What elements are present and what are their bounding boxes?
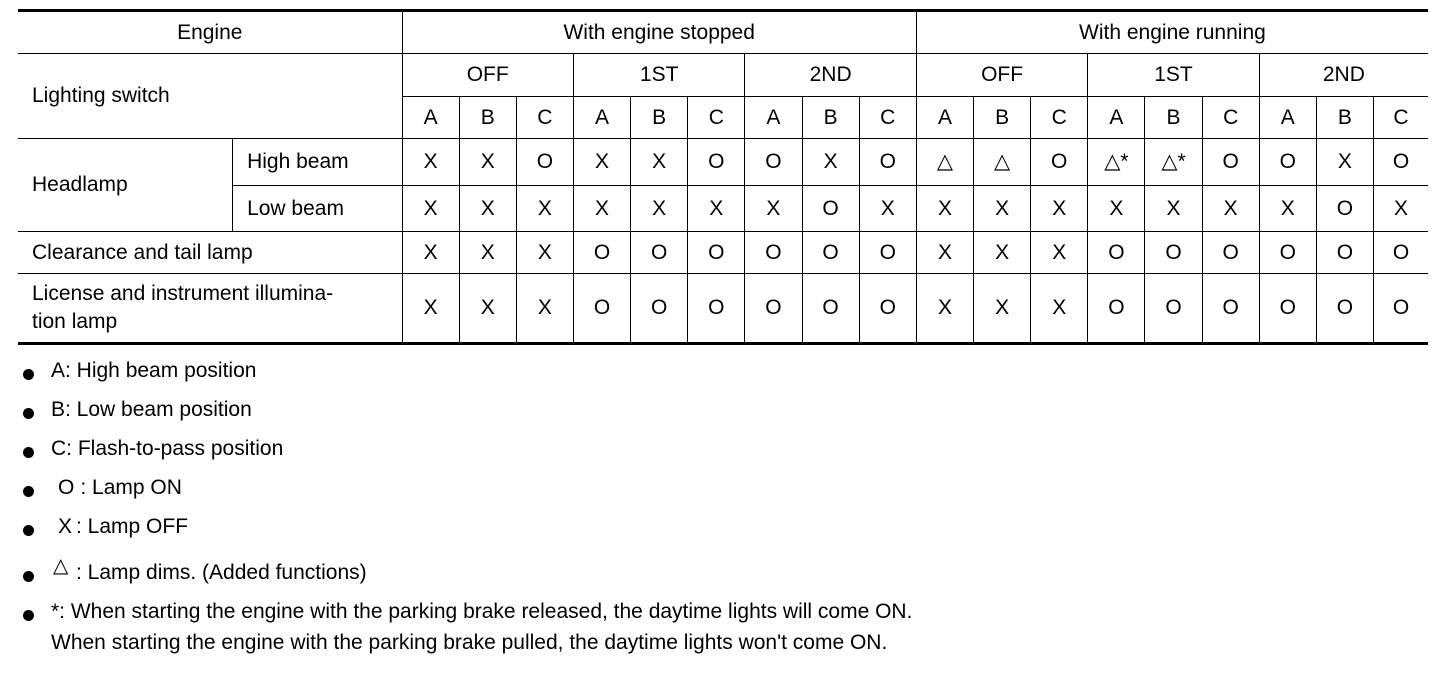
lamp-status-cell: X — [573, 139, 630, 186]
lamp-status-cell: X — [402, 139, 459, 186]
lamp-status-cell: X — [916, 186, 973, 232]
lamp-status-cell: O — [1316, 274, 1373, 344]
lamp-status-cell: O — [688, 274, 745, 344]
lamp-on-symbol: O — [58, 476, 75, 499]
lamp-status-cell: O — [1088, 274, 1145, 344]
beam-position-header: B — [802, 97, 859, 139]
lamp-status-cell: O — [1259, 274, 1316, 344]
bullet-icon — [23, 610, 34, 621]
beam-position-header: C — [1374, 97, 1429, 139]
lamp-status-cell: △ — [974, 139, 1031, 186]
lamp-status-cell: X — [974, 232, 1031, 274]
lamp-status-cell: X — [916, 274, 973, 344]
note-star-line2: When starting the engine with the parking brake pulled, the daytime lights won't come ON. — [51, 631, 888, 654]
lamp-status-cell: X — [1374, 186, 1429, 232]
triangle-icon: △ — [53, 555, 69, 577]
lamp-status-cell: O — [802, 186, 859, 232]
note-a-text: A: High beam position — [51, 359, 257, 382]
beam-position-header: B — [1316, 97, 1373, 139]
lamp-status-cell: X — [516, 232, 573, 274]
lamp-status-cell: X — [1088, 186, 1145, 232]
lamp-status-cell: △ — [916, 139, 973, 186]
lamp-status-cell: X — [1031, 232, 1088, 274]
lamp-status-cell: X — [1145, 186, 1202, 232]
beam-position-header: C — [1202, 97, 1259, 139]
stopped-1st-header: 1ST — [573, 54, 744, 97]
lamp-status-cell: O — [859, 274, 916, 344]
lamp-status-cell: O — [688, 232, 745, 274]
bullet-icon — [23, 571, 34, 582]
lamp-status-cell: O — [573, 274, 630, 344]
lamp-status-cell: X — [459, 186, 516, 232]
bullet-icon — [23, 369, 34, 380]
running-2nd-header: 2ND — [1259, 54, 1428, 97]
lamp-status-cell: O — [1316, 186, 1373, 232]
lamp-status-cell: O — [1202, 139, 1259, 186]
lamp-status-cell: O — [1374, 274, 1429, 344]
note-c-text: C: Flash-to-pass position — [51, 437, 284, 460]
clearance-tail-lamp-label: Clearance and tail lamp — [18, 232, 402, 274]
beam-position-header: B — [974, 97, 1031, 139]
lamp-status-cell: X — [459, 274, 516, 344]
lamp-status-cell: O — [859, 232, 916, 274]
lamp-status-cell: O — [745, 139, 802, 186]
beam-position-header: A — [402, 97, 459, 139]
lamp-status-cell: O — [631, 274, 688, 344]
lamp-status-cell: X — [916, 232, 973, 274]
note-on-text — [58, 476, 182, 500]
lamp-status-cell: O — [1202, 274, 1259, 344]
stopped-off-header: OFF — [402, 54, 573, 97]
lamp-status-cell: X — [1259, 186, 1316, 232]
lamp-status-cell: X — [1031, 274, 1088, 344]
beam-position-header: A — [573, 97, 630, 139]
engine-running-header: With engine running — [916, 11, 1428, 54]
beam-position-header: B — [1145, 97, 1202, 139]
lamp-status-cell: X — [1316, 139, 1373, 186]
beam-position-header: A — [745, 97, 802, 139]
license-label-line1: License and instrument illumina- — [32, 282, 334, 305]
beam-position-header: C — [859, 97, 916, 139]
lamp-status-cell: X — [1202, 186, 1259, 232]
lamp-status-cell: O — [1088, 232, 1145, 274]
lamp-dims-description: : Lamp dims. (Added functions) — [76, 561, 367, 584]
lamp-status-cell: O — [1202, 232, 1259, 274]
lamp-status-cell: X — [688, 186, 745, 232]
beam-position-header: A — [916, 97, 973, 139]
lamp-off-description: : Lamp OFF — [76, 515, 189, 538]
lamp-status-cell: O — [1259, 139, 1316, 186]
bullet-icon — [23, 525, 34, 536]
lamp-status-cell: X — [459, 139, 516, 186]
stopped-2nd-header: 2ND — [745, 54, 917, 97]
lamp-on-description: : Lamp ON — [80, 476, 182, 499]
high-beam-label: High beam — [233, 139, 402, 186]
lamp-status-cell: O — [688, 139, 745, 186]
lamp-status-cell: X — [631, 186, 688, 232]
lamp-status-cell: X — [859, 186, 916, 232]
lamp-status-cell: X — [745, 186, 802, 232]
lamp-status-cell: O — [802, 274, 859, 344]
beam-position-header: C — [516, 97, 573, 139]
lamp-status-cell: X — [402, 232, 459, 274]
lamp-status-cell: X — [974, 186, 1031, 232]
lamp-status-cell: O — [745, 274, 802, 344]
lamp-status-cell: X — [459, 232, 516, 274]
lamp-status-cell: O — [1031, 139, 1088, 186]
lamp-status-cell: O — [1316, 232, 1373, 274]
lamp-status-cell: O — [745, 232, 802, 274]
beam-position-header: B — [459, 97, 516, 139]
beam-position-header: B — [631, 97, 688, 139]
lamp-status-cell: X — [573, 186, 630, 232]
lamp-status-cell: O — [1374, 139, 1429, 186]
bullet-icon — [23, 486, 34, 497]
lamp-off-symbol: X — [58, 515, 73, 538]
lamp-status-cell: O — [1145, 232, 1202, 274]
running-off-header: OFF — [916, 54, 1087, 97]
lamp-status-cell: O — [802, 232, 859, 274]
lamp-status-cell: O — [859, 139, 916, 186]
lamp-status-cell: X — [1031, 186, 1088, 232]
engine-stopped-header: With engine stopped — [402, 11, 916, 54]
lamp-status-cell: O — [1145, 274, 1202, 344]
lamp-status-cell: O — [631, 232, 688, 274]
license-label-line2: tion lamp — [32, 310, 118, 333]
lamp-status-cell: △* — [1145, 139, 1202, 186]
note-star-line1: *: When starting the engine with the parking brake released, the daytime lights will come ON. — [51, 600, 913, 623]
lamp-status-cell: X — [516, 274, 573, 344]
lamp-status-cell: O — [1259, 232, 1316, 274]
running-1st-header: 1ST — [1088, 54, 1259, 97]
lamp-status-cell: O — [516, 139, 573, 186]
lamp-status-cell: △* — [1088, 139, 1145, 186]
beam-position-header: A — [1088, 97, 1145, 139]
beam-position-header: A — [1259, 97, 1316, 139]
headlamp-label: Headlamp — [18, 139, 233, 232]
lamp-status-cell: X — [402, 186, 459, 232]
bullet-icon — [23, 447, 34, 458]
lamp-status-cell: X — [974, 274, 1031, 344]
lamp-status-cell: X — [516, 186, 573, 232]
lamp-status-cell: X — [402, 274, 459, 344]
note-off-text — [58, 515, 188, 539]
beam-position-header: C — [688, 97, 745, 139]
lamp-status-cell: O — [1374, 232, 1429, 274]
engine-header: Engine — [18, 11, 402, 54]
lamp-status-cell: X — [631, 139, 688, 186]
lighting-switch-header: Lighting switch — [18, 54, 402, 139]
lamp-status-cell: X — [802, 139, 859, 186]
note-b-text: B: Low beam position — [51, 398, 252, 421]
bullet-icon — [23, 408, 34, 419]
beam-position-header: C — [1031, 97, 1088, 139]
lamp-status-cell: O — [573, 232, 630, 274]
low-beam-label: Low beam — [233, 186, 402, 232]
